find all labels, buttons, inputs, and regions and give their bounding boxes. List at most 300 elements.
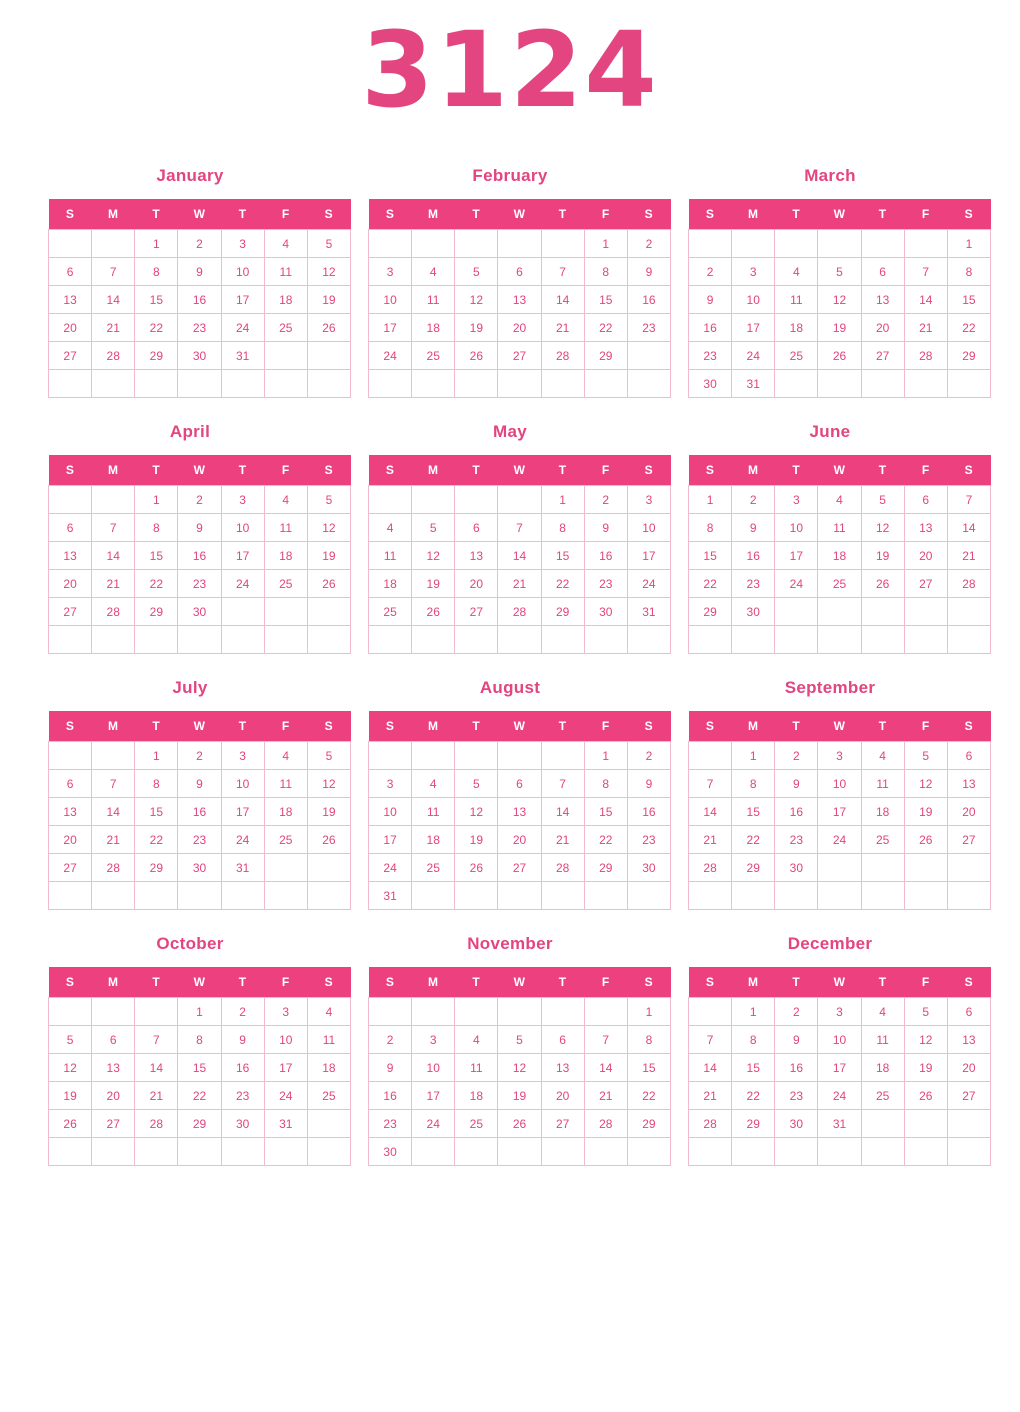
- day-cell: 27: [49, 854, 92, 882]
- day-cell: 10: [221, 258, 264, 286]
- empty-day-cell: [584, 370, 627, 398]
- day-cell: 27: [92, 1110, 135, 1138]
- day-cell: 24: [732, 342, 775, 370]
- week-row: [689, 1026, 991, 1054]
- day-cell: 8: [584, 258, 627, 286]
- empty-day-cell: [775, 626, 818, 654]
- week-row: [369, 286, 671, 314]
- day-cell: 6: [861, 258, 904, 286]
- empty-day-cell: [455, 230, 498, 258]
- weekday-header: S: [49, 711, 92, 742]
- day-cell: 8: [627, 1026, 670, 1054]
- empty-day-cell: [861, 854, 904, 882]
- empty-day-cell: [861, 1110, 904, 1138]
- day-cell: 26: [307, 314, 350, 342]
- empty-day-cell: [904, 854, 947, 882]
- day-cell: 29: [135, 342, 178, 370]
- empty-day-cell: [412, 370, 455, 398]
- day-cell: 15: [732, 1054, 775, 1082]
- empty-day-cell: [861, 370, 904, 398]
- day-cell: 16: [178, 798, 221, 826]
- day-cell: 18: [861, 798, 904, 826]
- week-row: [689, 1138, 991, 1166]
- day-cell: 12: [49, 1054, 92, 1082]
- day-cell: 9: [627, 258, 670, 286]
- day-cell: 23: [584, 570, 627, 598]
- weekday-header: T: [135, 967, 178, 998]
- day-cell: 5: [861, 486, 904, 514]
- month-table: [48, 455, 351, 654]
- month-august: [350, 668, 670, 910]
- day-cell: 10: [221, 514, 264, 542]
- day-cell: 19: [904, 798, 947, 826]
- day-cell: 20: [49, 826, 92, 854]
- day-cell: 26: [455, 342, 498, 370]
- empty-day-cell: [627, 1138, 670, 1166]
- day-cell: 24: [818, 826, 861, 854]
- day-cell: 4: [264, 486, 307, 514]
- empty-day-cell: [689, 742, 732, 770]
- month-name: August: [479, 678, 541, 697]
- day-cell: 4: [264, 742, 307, 770]
- month-name: January: [156, 166, 224, 185]
- month-july: [30, 668, 350, 910]
- week-row: [49, 570, 351, 598]
- day-cell: 8: [584, 770, 627, 798]
- day-cell: 7: [584, 1026, 627, 1054]
- week-row: [49, 286, 351, 314]
- day-cell: 13: [498, 798, 541, 826]
- day-cell: 27: [49, 598, 92, 626]
- day-cell: 21: [92, 826, 135, 854]
- weekday-header: T: [541, 711, 584, 742]
- day-cell: 13: [947, 770, 990, 798]
- day-cell: 4: [369, 514, 412, 542]
- day-cell: 30: [584, 598, 627, 626]
- empty-day-cell: [307, 342, 350, 370]
- day-cell: 21: [498, 570, 541, 598]
- empty-day-cell: [369, 370, 412, 398]
- empty-day-cell: [947, 626, 990, 654]
- day-cell: 18: [264, 286, 307, 314]
- week-row: [689, 626, 991, 654]
- empty-day-cell: [49, 742, 92, 770]
- week-row: [369, 314, 671, 342]
- week-row: [369, 514, 671, 542]
- day-cell: 6: [947, 998, 990, 1026]
- empty-day-cell: [307, 370, 350, 398]
- weekday-header: M: [92, 199, 135, 230]
- day-cell: 18: [307, 1054, 350, 1082]
- empty-day-cell: [221, 882, 264, 910]
- day-cell: 26: [307, 826, 350, 854]
- weekday-header: F: [264, 711, 307, 742]
- empty-day-cell: [498, 1138, 541, 1166]
- day-cell: 8: [541, 514, 584, 542]
- day-cell: 7: [689, 770, 732, 798]
- empty-day-cell: [818, 626, 861, 654]
- day-cell: 15: [584, 286, 627, 314]
- day-cell: 16: [689, 314, 732, 342]
- weekday-header: F: [904, 711, 947, 742]
- day-cell: 2: [178, 230, 221, 258]
- day-cell: 2: [369, 1026, 412, 1054]
- day-cell: 31: [369, 882, 412, 910]
- day-cell: 17: [732, 314, 775, 342]
- day-cell: 10: [818, 1026, 861, 1054]
- week-row: [689, 1082, 991, 1110]
- day-cell: 11: [307, 1026, 350, 1054]
- empty-day-cell: [541, 230, 584, 258]
- empty-day-cell: [92, 1138, 135, 1166]
- day-cell: 5: [307, 742, 350, 770]
- day-cell: 25: [818, 570, 861, 598]
- day-cell: 19: [412, 570, 455, 598]
- day-cell: 25: [412, 342, 455, 370]
- day-cell: 22: [135, 314, 178, 342]
- empty-day-cell: [904, 370, 947, 398]
- day-cell: 23: [627, 826, 670, 854]
- month-table: [48, 199, 351, 398]
- day-cell: 25: [412, 854, 455, 882]
- weekday-header: W: [178, 199, 221, 230]
- weekday-header: S: [627, 455, 670, 486]
- empty-day-cell: [455, 882, 498, 910]
- empty-day-cell: [92, 626, 135, 654]
- day-cell: 30: [775, 854, 818, 882]
- day-cell: 25: [369, 598, 412, 626]
- day-cell: 25: [264, 570, 307, 598]
- day-cell: 7: [92, 258, 135, 286]
- day-cell: 7: [541, 258, 584, 286]
- empty-day-cell: [49, 486, 92, 514]
- week-row: [369, 1054, 671, 1082]
- day-cell: 4: [861, 998, 904, 1026]
- day-cell: 8: [689, 514, 732, 542]
- weekday-header: F: [904, 455, 947, 486]
- day-cell: 15: [584, 798, 627, 826]
- week-row: [49, 598, 351, 626]
- weekday-header: W: [498, 455, 541, 486]
- week-row: [369, 230, 671, 258]
- weekday-header: T: [775, 967, 818, 998]
- week-row: [689, 570, 991, 598]
- day-cell: 14: [584, 1054, 627, 1082]
- day-cell: 17: [221, 286, 264, 314]
- empty-day-cell: [307, 626, 350, 654]
- weekday-header: M: [732, 967, 775, 998]
- day-cell: 1: [627, 998, 670, 1026]
- weekday-header: T: [455, 455, 498, 486]
- day-cell: 27: [455, 598, 498, 626]
- empty-day-cell: [369, 626, 412, 654]
- empty-day-cell: [221, 598, 264, 626]
- day-cell: 30: [178, 854, 221, 882]
- empty-day-cell: [135, 1138, 178, 1166]
- day-cell: 16: [178, 542, 221, 570]
- day-cell: 22: [732, 826, 775, 854]
- weekday-header: T: [455, 967, 498, 998]
- day-cell: 29: [947, 342, 990, 370]
- empty-day-cell: [818, 370, 861, 398]
- day-cell: 18: [369, 570, 412, 598]
- day-cell: 2: [178, 742, 221, 770]
- weekday-header: F: [584, 455, 627, 486]
- week-row: [689, 998, 991, 1026]
- weekday-header: W: [818, 199, 861, 230]
- empty-day-cell: [92, 230, 135, 258]
- day-cell: 29: [732, 1110, 775, 1138]
- week-row: [49, 1054, 351, 1082]
- day-cell: 14: [92, 542, 135, 570]
- weekday-header: M: [732, 455, 775, 486]
- day-cell: 27: [904, 570, 947, 598]
- weekday-header: S: [369, 711, 412, 742]
- week-row: [689, 342, 991, 370]
- day-cell: 29: [135, 598, 178, 626]
- week-row: [49, 1026, 351, 1054]
- day-cell: 18: [264, 542, 307, 570]
- day-cell: 7: [92, 514, 135, 542]
- day-cell: 11: [861, 1026, 904, 1054]
- day-cell: 29: [584, 854, 627, 882]
- weekday-header: T: [135, 199, 178, 230]
- day-cell: 10: [264, 1026, 307, 1054]
- empty-day-cell: [412, 882, 455, 910]
- empty-day-cell: [498, 486, 541, 514]
- day-cell: 17: [369, 826, 412, 854]
- day-cell: 4: [775, 258, 818, 286]
- empty-day-cell: [541, 882, 584, 910]
- empty-day-cell: [412, 230, 455, 258]
- day-cell: 7: [135, 1026, 178, 1054]
- month-name: June: [809, 422, 851, 441]
- empty-day-cell: [221, 1138, 264, 1166]
- week-row: [689, 598, 991, 626]
- day-cell: 14: [92, 286, 135, 314]
- empty-day-cell: [412, 486, 455, 514]
- week-row: [369, 742, 671, 770]
- day-cell: 11: [818, 514, 861, 542]
- day-cell: 24: [369, 342, 412, 370]
- weekday-header: W: [818, 711, 861, 742]
- day-cell: 12: [307, 514, 350, 542]
- week-row: [369, 1110, 671, 1138]
- day-cell: 1: [135, 486, 178, 514]
- week-row: [49, 1110, 351, 1138]
- empty-day-cell: [861, 598, 904, 626]
- empty-day-cell: [498, 998, 541, 1026]
- day-cell: 27: [498, 342, 541, 370]
- day-cell: 20: [498, 826, 541, 854]
- day-cell: 15: [135, 542, 178, 570]
- empty-day-cell: [49, 1138, 92, 1166]
- empty-day-cell: [947, 1138, 990, 1166]
- day-cell: 25: [861, 826, 904, 854]
- empty-day-cell: [947, 882, 990, 910]
- week-row: [369, 342, 671, 370]
- day-cell: 13: [49, 286, 92, 314]
- day-cell: 13: [904, 514, 947, 542]
- week-row: [49, 230, 351, 258]
- empty-day-cell: [264, 342, 307, 370]
- weekday-header: S: [689, 711, 732, 742]
- month-table: [688, 199, 991, 398]
- weekday-header-row: [369, 455, 671, 486]
- day-cell: 7: [541, 770, 584, 798]
- day-cell: 28: [541, 342, 584, 370]
- day-cell: 6: [92, 1026, 135, 1054]
- day-cell: 15: [135, 286, 178, 314]
- empty-day-cell: [904, 1138, 947, 1166]
- day-cell: 3: [369, 258, 412, 286]
- weekday-header-row: [369, 967, 671, 998]
- day-cell: 14: [541, 798, 584, 826]
- empty-day-cell: [135, 882, 178, 910]
- day-cell: 29: [689, 598, 732, 626]
- day-cell: 15: [541, 542, 584, 570]
- day-cell: 20: [498, 314, 541, 342]
- day-cell: 28: [541, 854, 584, 882]
- day-cell: 8: [732, 770, 775, 798]
- weekday-header: S: [49, 967, 92, 998]
- weekday-header: M: [412, 455, 455, 486]
- weekday-header: S: [947, 967, 990, 998]
- day-cell: 21: [92, 314, 135, 342]
- day-cell: 4: [412, 258, 455, 286]
- empty-day-cell: [369, 998, 412, 1026]
- day-cell: 28: [135, 1110, 178, 1138]
- day-cell: 17: [627, 542, 670, 570]
- day-cell: 10: [775, 514, 818, 542]
- day-cell: 18: [455, 1082, 498, 1110]
- weekday-header: T: [541, 967, 584, 998]
- weekday-header: W: [178, 455, 221, 486]
- day-cell: 13: [92, 1054, 135, 1082]
- empty-day-cell: [689, 1138, 732, 1166]
- day-cell: 23: [775, 1082, 818, 1110]
- day-cell: 19: [307, 542, 350, 570]
- day-cell: 4: [455, 1026, 498, 1054]
- weekday-header: M: [92, 711, 135, 742]
- day-cell: 1: [584, 742, 627, 770]
- week-row: [369, 1082, 671, 1110]
- empty-day-cell: [178, 626, 221, 654]
- day-cell: 9: [627, 770, 670, 798]
- empty-day-cell: [861, 1138, 904, 1166]
- day-cell: 29: [178, 1110, 221, 1138]
- day-cell: 17: [412, 1082, 455, 1110]
- week-row: [49, 342, 351, 370]
- day-cell: 3: [775, 486, 818, 514]
- day-cell: 9: [689, 286, 732, 314]
- day-cell: 8: [178, 1026, 221, 1054]
- day-cell: 11: [412, 798, 455, 826]
- weekday-header: W: [498, 967, 541, 998]
- weekday-header: F: [264, 455, 307, 486]
- month-name: December: [787, 934, 873, 953]
- weekday-header: W: [178, 967, 221, 998]
- empty-day-cell: [689, 998, 732, 1026]
- day-cell: 30: [369, 1138, 412, 1166]
- empty-day-cell: [264, 626, 307, 654]
- week-row: [689, 1054, 991, 1082]
- weekday-header: T: [221, 455, 264, 486]
- day-cell: 28: [92, 598, 135, 626]
- day-cell: 29: [627, 1110, 670, 1138]
- weekday-header: T: [135, 711, 178, 742]
- day-cell: 11: [455, 1054, 498, 1082]
- day-cell: 23: [178, 826, 221, 854]
- month-january: [30, 156, 350, 398]
- day-cell: 3: [732, 258, 775, 286]
- weekday-header: S: [627, 711, 670, 742]
- day-cell: 16: [178, 286, 221, 314]
- day-cell: 1: [732, 742, 775, 770]
- day-cell: 28: [689, 1110, 732, 1138]
- day-cell: 19: [498, 1082, 541, 1110]
- weekday-header: S: [947, 455, 990, 486]
- day-cell: 3: [818, 998, 861, 1026]
- day-cell: 24: [221, 826, 264, 854]
- day-cell: 16: [369, 1082, 412, 1110]
- day-cell: 17: [775, 542, 818, 570]
- empty-day-cell: [818, 1138, 861, 1166]
- empty-day-cell: [369, 742, 412, 770]
- day-cell: 9: [732, 514, 775, 542]
- day-cell: 2: [775, 998, 818, 1026]
- day-cell: 30: [178, 342, 221, 370]
- empty-day-cell: [369, 486, 412, 514]
- empty-day-cell: [369, 230, 412, 258]
- day-cell: 2: [775, 742, 818, 770]
- empty-day-cell: [92, 742, 135, 770]
- day-cell: 22: [135, 826, 178, 854]
- empty-day-cell: [92, 882, 135, 910]
- empty-day-cell: [49, 998, 92, 1026]
- empty-day-cell: [689, 882, 732, 910]
- day-cell: 31: [264, 1110, 307, 1138]
- empty-day-cell: [584, 626, 627, 654]
- day-cell: 7: [904, 258, 947, 286]
- week-row: [689, 542, 991, 570]
- day-cell: 23: [627, 314, 670, 342]
- day-cell: 3: [627, 486, 670, 514]
- empty-day-cell: [861, 882, 904, 910]
- week-row: [369, 258, 671, 286]
- day-cell: 27: [861, 342, 904, 370]
- empty-day-cell: [861, 626, 904, 654]
- weekday-header: S: [947, 199, 990, 230]
- day-cell: 27: [947, 1082, 990, 1110]
- day-cell: 21: [689, 826, 732, 854]
- day-cell: 14: [689, 798, 732, 826]
- day-cell: 22: [584, 826, 627, 854]
- day-cell: 15: [947, 286, 990, 314]
- week-row: [369, 826, 671, 854]
- day-cell: 18: [818, 542, 861, 570]
- day-cell: 8: [135, 514, 178, 542]
- empty-day-cell: [455, 998, 498, 1026]
- empty-day-cell: [307, 1138, 350, 1166]
- week-row: [369, 1138, 671, 1166]
- day-cell: 15: [178, 1054, 221, 1082]
- weekday-header: S: [49, 199, 92, 230]
- weekday-header: T: [861, 455, 904, 486]
- month-february: [350, 156, 670, 398]
- day-cell: 28: [947, 570, 990, 598]
- day-cell: 10: [412, 1054, 455, 1082]
